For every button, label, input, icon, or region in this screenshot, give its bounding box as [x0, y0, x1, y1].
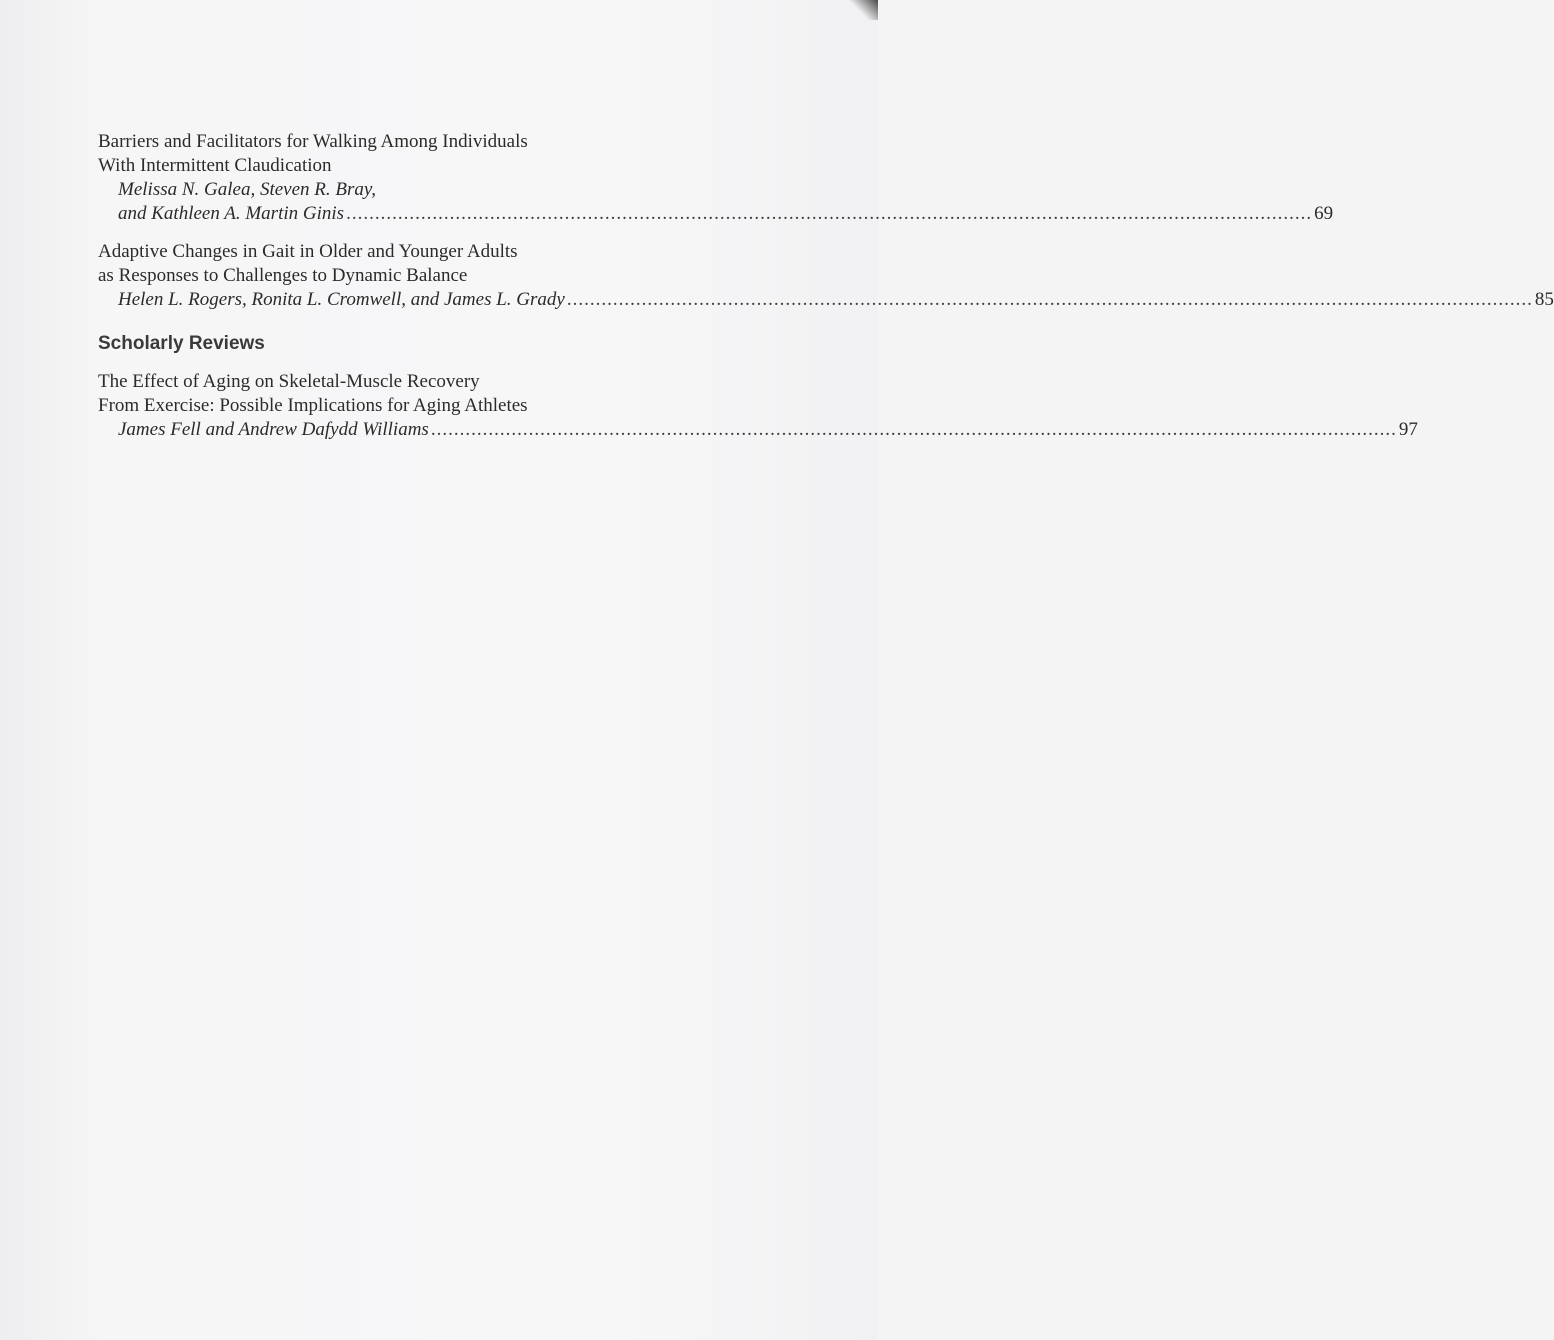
- entry-title-line: Barriers and Facilitators for Walking Among Individuals: [98, 131, 528, 152]
- section-heading: Scholarly Reviews: [98, 333, 265, 354]
- entry-title-line: With Intermittent Claudication: [98, 155, 332, 176]
- toc-entries-bottom: [98, 370, 1418, 442]
- toc-entry: [98, 370, 1418, 442]
- page-number: 97: [1398, 419, 1418, 440]
- toc-entries-top: [98, 130, 1554, 312]
- entry-authors-with-page: [98, 418, 1418, 442]
- toc-entry: [98, 130, 1334, 226]
- entry-authors: and Kathleen A. Martin Ginis: [118, 203, 345, 224]
- page-number: 69: [1314, 203, 1334, 224]
- leader-dots: ........................................................................................................................................................................: [346, 203, 1313, 224]
- page-number: 85: [1534, 289, 1554, 310]
- toc-entry: [98, 240, 1554, 312]
- leader-dots: ........................................................................................................................................................................: [430, 419, 1397, 440]
- entry-title-line: From Exercise: Possible Implications for Aging Athletes: [98, 395, 528, 416]
- table-of-contents: [98, 130, 1554, 456]
- entry-authors-with-page: [98, 202, 1334, 226]
- page-corner-shadow: [848, 0, 878, 20]
- entry-title-line: Adaptive Changes in Gait in Older and Younger Adults: [98, 241, 518, 262]
- entry-authors: Helen L. Rogers, Ronita L. Cromwell, and James L. Grady: [118, 289, 565, 310]
- entry-authors: Melissa N. Galea, Steven R. Bray,: [118, 179, 377, 200]
- entry-authors: James Fell and Andrew Dafydd Williams: [118, 419, 429, 440]
- entry-title-line: The Effect of Aging on Skeletal-Muscle Recovery: [98, 371, 480, 392]
- entry-authors-with-page: [98, 288, 1554, 312]
- leader-dots: ........................................................................................................................................................................: [566, 289, 1533, 310]
- entry-title-line: as Responses to Challenges to Dynamic Balance: [98, 265, 468, 286]
